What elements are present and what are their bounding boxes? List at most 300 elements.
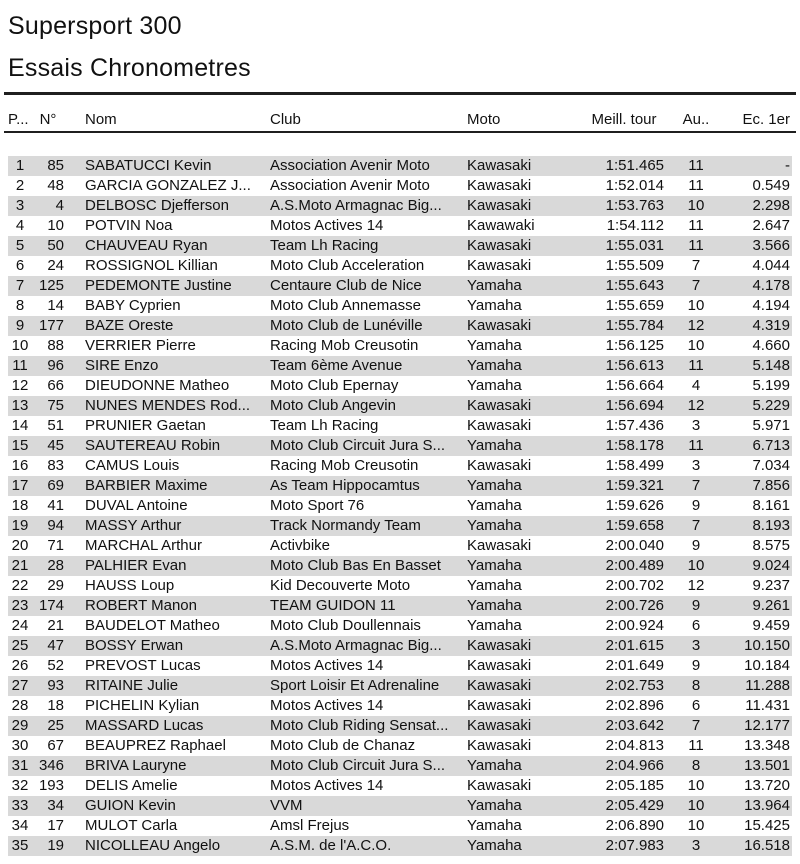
cell-moto: Kawasaki bbox=[467, 237, 532, 254]
cell-lap: 12 bbox=[687, 317, 705, 334]
cell-moto: Kawasaki bbox=[467, 157, 532, 174]
cell-lap: 8 bbox=[691, 677, 701, 694]
cell-gap: 8.193 bbox=[752, 517, 790, 534]
cell-number: 71 bbox=[47, 537, 64, 554]
cell-position: 8 bbox=[15, 297, 25, 314]
cell-club: Moto Club Bas En Basset bbox=[270, 557, 441, 574]
cell-best-lap: 1:59.321 bbox=[605, 477, 664, 494]
cell-position: 14 bbox=[11, 417, 29, 434]
cell-best-lap: 2:02.896 bbox=[605, 697, 664, 714]
cell-position: 6 bbox=[15, 257, 25, 274]
cell-moto: Yamaha bbox=[467, 617, 522, 634]
cell-number: 51 bbox=[47, 417, 64, 434]
cell-club: Team Lh Racing bbox=[270, 417, 379, 434]
cell-name: MARCHAL Arthur bbox=[85, 537, 202, 554]
cell-moto: Kawasaki bbox=[467, 537, 532, 554]
cell-position: 25 bbox=[11, 637, 29, 654]
cell-club: Motos Actives 14 bbox=[270, 657, 384, 674]
cell-name: PICHELIN Kylian bbox=[85, 697, 200, 714]
table-row bbox=[8, 516, 792, 536]
column-header-name: Nom bbox=[85, 111, 117, 128]
cell-name: NICOLLEAU Angelo bbox=[85, 837, 221, 854]
cell-best-lap: 1:53.763 bbox=[605, 197, 664, 214]
cell-name: CAMUS Louis bbox=[85, 457, 180, 474]
cell-moto: Kawasaki bbox=[467, 657, 532, 674]
cell-name: ROBERT Manon bbox=[85, 597, 197, 614]
cell-lap: 11 bbox=[688, 177, 704, 194]
cell-club: Moto Club Angevin bbox=[270, 397, 396, 414]
cell-best-lap: 2:04.813 bbox=[605, 737, 664, 754]
cell-club: Amsl Frejus bbox=[270, 817, 350, 834]
cell-best-lap: 2:05.429 bbox=[605, 797, 664, 814]
cell-gap: 3.566 bbox=[752, 237, 790, 254]
table-row bbox=[8, 816, 792, 836]
cell-best-lap: 1:55.784 bbox=[605, 317, 664, 334]
cell-moto: Yamaha bbox=[467, 757, 522, 774]
cell-name: HAUSS Loup bbox=[85, 577, 175, 594]
column-header-lap: Au.. bbox=[682, 111, 710, 128]
cell-moto: Kawasaki bbox=[467, 677, 532, 694]
table-header-row bbox=[8, 109, 792, 131]
cell-gap: 4.194 bbox=[752, 297, 790, 314]
cell-position: 7 bbox=[15, 277, 25, 294]
cell-name: BABY Cyprien bbox=[85, 297, 181, 314]
cell-name: PEDEMONTE Justine bbox=[85, 277, 232, 294]
cell-club: Track Normandy Team bbox=[270, 517, 421, 534]
cell-moto: Yamaha bbox=[467, 797, 522, 814]
cell-moto: Yamaha bbox=[467, 817, 522, 834]
cell-position: 3 bbox=[15, 197, 25, 214]
table-row bbox=[8, 636, 792, 656]
cell-club: Racing Mob Creusotin bbox=[270, 337, 419, 354]
column-header-club: Club bbox=[270, 111, 301, 128]
cell-gap: 11.288 bbox=[745, 677, 790, 694]
cell-position: 20 bbox=[11, 537, 29, 554]
cell-number: 69 bbox=[47, 477, 64, 494]
cell-number: 66 bbox=[47, 377, 64, 394]
cell-position: 19 bbox=[11, 517, 29, 534]
cell-lap: 12 bbox=[687, 397, 705, 414]
cell-number: 96 bbox=[47, 357, 64, 374]
cell-gap: 0.549 bbox=[752, 177, 790, 194]
cell-gap: 7.034 bbox=[752, 457, 790, 474]
column-header-gap: Ec. 1er bbox=[742, 111, 790, 128]
cell-best-lap: 2:02.753 bbox=[605, 677, 664, 694]
table-row bbox=[8, 616, 792, 636]
cell-best-lap: 1:56.694 bbox=[605, 397, 664, 414]
cell-name: GARCIA GONZALEZ J... bbox=[85, 177, 251, 194]
cell-name: PRUNIER Gaetan bbox=[85, 417, 206, 434]
cell-position: 17 bbox=[11, 477, 29, 494]
cell-position: 29 bbox=[11, 717, 29, 734]
page-subtitle: Essais Chronometres bbox=[8, 54, 251, 82]
cell-best-lap: 1:54.112 bbox=[606, 217, 664, 234]
cell-gap: 13.501 bbox=[744, 757, 790, 774]
table-row bbox=[8, 476, 792, 496]
cell-position: 27 bbox=[11, 677, 29, 694]
cell-moto: Yamaha bbox=[467, 277, 522, 294]
cell-club: Motos Actives 14 bbox=[270, 217, 384, 234]
table-row bbox=[8, 696, 792, 716]
cell-lap: 10 bbox=[687, 297, 705, 314]
cell-moto: Kawasaki bbox=[467, 697, 532, 714]
header-divider bbox=[4, 131, 796, 133]
cell-club: Sport Loisir Et Adrenaline bbox=[270, 677, 440, 694]
cell-lap: 3 bbox=[691, 837, 701, 854]
cell-position: 12 bbox=[11, 377, 29, 394]
cell-name: MASSY Arthur bbox=[85, 517, 182, 534]
cell-gap: 9.459 bbox=[752, 617, 790, 634]
cell-lap: 11 bbox=[688, 737, 704, 754]
table-row bbox=[8, 796, 792, 816]
cell-gap: 13.964 bbox=[744, 797, 790, 814]
cell-number: 83 bbox=[47, 457, 64, 474]
cell-club: Team Lh Racing bbox=[270, 237, 379, 254]
cell-name: PALHIER Evan bbox=[85, 557, 187, 574]
column-header-position: P... bbox=[8, 111, 29, 128]
cell-lap: 11 bbox=[688, 437, 704, 454]
cell-number: 93 bbox=[47, 677, 64, 694]
cell-lap: 10 bbox=[687, 557, 705, 574]
cell-moto: Yamaha bbox=[467, 437, 522, 454]
cell-lap: 6 bbox=[691, 617, 701, 634]
table-row bbox=[8, 456, 792, 476]
cell-number: 25 bbox=[47, 717, 64, 734]
cell-best-lap: 2:00.726 bbox=[605, 597, 664, 614]
cell-club: Association Avenir Moto bbox=[270, 177, 430, 194]
cell-number: 67 bbox=[47, 737, 64, 754]
table-row bbox=[8, 316, 792, 336]
cell-gap: 7.856 bbox=[752, 477, 790, 494]
cell-name: MULOT Carla bbox=[85, 817, 178, 834]
cell-club: Motos Actives 14 bbox=[270, 697, 384, 714]
cell-position: 5 bbox=[15, 237, 25, 254]
cell-moto: Kawasaki bbox=[467, 737, 532, 754]
cell-club: Kid Decouverte Moto bbox=[270, 577, 411, 594]
cell-gap: 9.237 bbox=[752, 577, 790, 594]
cell-number: 4 bbox=[55, 197, 64, 214]
cell-number: 17 bbox=[47, 817, 64, 834]
cell-lap: 11 bbox=[688, 217, 704, 234]
cell-gap: 6.713 bbox=[752, 437, 790, 454]
cell-lap: 6 bbox=[691, 697, 701, 714]
cell-position: 10 bbox=[11, 337, 29, 354]
cell-position: 9 bbox=[15, 317, 25, 334]
cell-club: Activbike bbox=[270, 537, 331, 554]
cell-lap: 10 bbox=[687, 777, 705, 794]
cell-club: A.S.M. de l'A.C.O. bbox=[270, 837, 392, 854]
cell-lap: 10 bbox=[687, 817, 705, 834]
cell-number: 174 bbox=[38, 597, 64, 614]
cell-name: DIEUDONNE Matheo bbox=[85, 377, 230, 394]
cell-club: Moto Club Riding Sensat... bbox=[270, 717, 449, 734]
cell-position: 21 bbox=[11, 557, 29, 574]
cell-position: 18 bbox=[11, 497, 29, 514]
cell-number: 41 bbox=[47, 497, 64, 514]
cell-number: 19 bbox=[47, 837, 64, 854]
cell-club: Moto Club Circuit Jura S... bbox=[270, 757, 446, 774]
cell-lap: 10 bbox=[687, 797, 705, 814]
cell-name: SIRE Enzo bbox=[85, 357, 159, 374]
cell-best-lap: 1:56.613 bbox=[605, 357, 664, 374]
cell-gap: - bbox=[785, 157, 790, 174]
cell-best-lap: 2:00.924 bbox=[605, 617, 664, 634]
cell-best-lap: 2:01.649 bbox=[605, 657, 664, 674]
cell-name: MASSARD Lucas bbox=[85, 717, 204, 734]
cell-name: GUION Kevin bbox=[85, 797, 176, 814]
cell-name: DELBOSC Djefferson bbox=[85, 197, 229, 214]
table-row bbox=[8, 676, 792, 696]
cell-name: RITAINE Julie bbox=[85, 677, 179, 694]
cell-gap: 4.178 bbox=[752, 277, 790, 294]
cell-gap: 2.298 bbox=[752, 197, 790, 214]
table-row bbox=[8, 576, 792, 596]
table-row bbox=[8, 296, 792, 316]
cell-best-lap: 1:57.436 bbox=[605, 417, 664, 434]
cell-number: 94 bbox=[47, 517, 64, 534]
table-row bbox=[8, 176, 792, 196]
cell-lap: 11 bbox=[688, 237, 704, 254]
cell-lap: 7 bbox=[691, 517, 701, 534]
cell-position: 32 bbox=[11, 777, 29, 794]
cell-number: 28 bbox=[47, 557, 64, 574]
cell-lap: 7 bbox=[691, 717, 701, 734]
cell-moto: Kawasaki bbox=[467, 177, 532, 194]
cell-gap: 5.199 bbox=[752, 377, 790, 394]
cell-moto: Kawasaki bbox=[467, 777, 532, 794]
cell-number: 85 bbox=[47, 157, 64, 174]
cell-club: Centaure Club de Nice bbox=[270, 277, 422, 294]
cell-moto: Kawasaki bbox=[467, 417, 532, 434]
cell-moto: Kawasaki bbox=[467, 637, 532, 654]
cell-gap: 5.148 bbox=[752, 357, 790, 374]
cell-lap: 7 bbox=[691, 277, 701, 294]
table-row bbox=[8, 596, 792, 616]
cell-best-lap: 1:56.125 bbox=[605, 337, 664, 354]
cell-position: 33 bbox=[11, 797, 29, 814]
cell-moto: Kawasaki bbox=[467, 197, 532, 214]
cell-position: 13 bbox=[11, 397, 29, 414]
cell-best-lap: 2:04.966 bbox=[605, 757, 664, 774]
cell-name: BARBIER Maxime bbox=[85, 477, 208, 494]
cell-moto: Yamaha bbox=[467, 577, 522, 594]
cell-gap: 4.660 bbox=[752, 337, 790, 354]
cell-club: A.S.Moto Armagnac Big... bbox=[270, 197, 442, 214]
table-row bbox=[8, 496, 792, 516]
cell-lap: 3 bbox=[691, 417, 701, 434]
cell-number: 48 bbox=[47, 177, 64, 194]
cell-club: TEAM GUIDON 11 bbox=[270, 597, 396, 614]
cell-position: 16 bbox=[11, 457, 29, 474]
cell-number: 125 bbox=[38, 277, 64, 294]
cell-position: 1 bbox=[15, 157, 25, 174]
cell-lap: 9 bbox=[691, 497, 701, 514]
cell-moto: Kawawaki bbox=[467, 217, 535, 234]
cell-lap: 11 bbox=[688, 157, 704, 174]
cell-club: Moto Club Circuit Jura S... bbox=[270, 437, 446, 454]
cell-club: Moto Club Doullennais bbox=[270, 617, 421, 634]
cell-name: DELIS Amelie bbox=[85, 777, 178, 794]
cell-gap: 2.647 bbox=[752, 217, 790, 234]
cell-best-lap: 2:00.040 bbox=[605, 537, 664, 554]
cell-best-lap: 1:59.626 bbox=[605, 497, 664, 514]
cell-lap: 9 bbox=[691, 657, 701, 674]
cell-best-lap: 2:00.702 bbox=[605, 577, 664, 594]
cell-gap: 15.425 bbox=[744, 817, 790, 834]
cell-club: Racing Mob Creusotin bbox=[270, 457, 419, 474]
cell-moto: Yamaha bbox=[467, 597, 522, 614]
title-divider bbox=[4, 92, 796, 95]
cell-gap: 4.319 bbox=[752, 317, 790, 334]
cell-best-lap: 2:05.185 bbox=[605, 777, 664, 794]
cell-moto: Kawasaki bbox=[467, 257, 532, 274]
cell-gap: 8.575 bbox=[752, 537, 790, 554]
cell-gap: 10.184 bbox=[744, 657, 790, 674]
cell-name: POTVIN Noa bbox=[85, 217, 173, 234]
cell-best-lap: 2:06.890 bbox=[605, 817, 664, 834]
cell-moto: Kawasaki bbox=[467, 457, 532, 474]
cell-moto: Yamaha bbox=[467, 497, 522, 514]
table-row bbox=[8, 376, 792, 396]
cell-number: 346 bbox=[38, 757, 64, 774]
cell-gap: 11.431 bbox=[745, 697, 790, 714]
cell-moto: Yamaha bbox=[467, 837, 522, 854]
cell-best-lap: 1:59.658 bbox=[605, 517, 664, 534]
cell-number: 24 bbox=[47, 257, 64, 274]
cell-number: 10 bbox=[47, 217, 64, 234]
table-row bbox=[8, 656, 792, 676]
cell-name: DUVAL Antoine bbox=[85, 497, 188, 514]
cell-moto: Yamaha bbox=[467, 297, 522, 314]
cell-position: 30 bbox=[11, 737, 29, 754]
cell-position: 35 bbox=[11, 837, 29, 854]
cell-position: 26 bbox=[11, 657, 29, 674]
cell-best-lap: 1:58.499 bbox=[605, 457, 664, 474]
cell-gap: 5.971 bbox=[752, 417, 790, 434]
cell-club: Team 6ème Avenue bbox=[270, 357, 403, 374]
cell-club: Moto Club Acceleration bbox=[270, 257, 425, 274]
cell-gap: 9.261 bbox=[752, 597, 790, 614]
cell-position: 22 bbox=[11, 577, 29, 594]
cell-name: BAUDELOT Matheo bbox=[85, 617, 220, 634]
cell-club: Motos Actives 14 bbox=[270, 777, 384, 794]
cell-lap: 12 bbox=[687, 577, 705, 594]
cell-lap: 9 bbox=[691, 537, 701, 554]
cell-moto: Yamaha bbox=[467, 477, 522, 494]
cell-number: 47 bbox=[47, 637, 64, 654]
cell-club: VVM bbox=[270, 797, 303, 814]
cell-moto: Yamaha bbox=[467, 557, 522, 574]
cell-moto: Kawasaki bbox=[467, 717, 532, 734]
table-row bbox=[8, 536, 792, 556]
cell-best-lap: 2:07.983 bbox=[605, 837, 664, 854]
cell-position: 34 bbox=[11, 817, 29, 834]
cell-best-lap: 1:51.465 bbox=[605, 157, 664, 174]
cell-number: 50 bbox=[47, 237, 64, 254]
cell-lap: 4 bbox=[691, 377, 701, 394]
cell-best-lap: 1:56.664 bbox=[605, 377, 664, 394]
cell-best-lap: 1:55.031 bbox=[605, 237, 664, 254]
column-header-moto: Moto bbox=[467, 111, 501, 128]
cell-best-lap: 1:55.643 bbox=[605, 277, 664, 294]
column-header-best-lap: Meill. tour bbox=[591, 111, 657, 128]
cell-name: SABATUCCI Kevin bbox=[85, 157, 212, 174]
cell-position: 15 bbox=[11, 437, 29, 454]
cell-number: 88 bbox=[47, 337, 64, 354]
cell-number: 18 bbox=[47, 697, 64, 714]
cell-number: 14 bbox=[47, 297, 64, 314]
cell-number: 177 bbox=[38, 317, 64, 334]
cell-number: 21 bbox=[47, 617, 64, 634]
cell-number: 29 bbox=[47, 577, 64, 594]
cell-best-lap: 1:55.659 bbox=[605, 297, 664, 314]
cell-name: CHAUVEAU Ryan bbox=[85, 237, 208, 254]
cell-club: Moto Club Epernay bbox=[270, 377, 399, 394]
cell-club: Moto Club de Lunéville bbox=[270, 317, 423, 334]
table-row bbox=[8, 156, 792, 176]
cell-club: Association Avenir Moto bbox=[270, 157, 430, 174]
cell-gap: 16.518 bbox=[744, 837, 790, 854]
table-row bbox=[8, 276, 792, 296]
table-row bbox=[8, 556, 792, 576]
cell-gap: 10.150 bbox=[744, 637, 790, 654]
cell-lap: 7 bbox=[691, 257, 701, 274]
cell-gap: 9.024 bbox=[752, 557, 790, 574]
cell-best-lap: 2:00.489 bbox=[605, 557, 664, 574]
cell-gap: 12.177 bbox=[744, 717, 790, 734]
cell-moto: Yamaha bbox=[467, 377, 522, 394]
cell-name: BEAUPREZ Raphael bbox=[85, 737, 226, 754]
page-title: Supersport 300 bbox=[8, 12, 182, 40]
cell-best-lap: 2:03.642 bbox=[605, 717, 664, 734]
cell-best-lap: 1:52.014 bbox=[605, 177, 664, 194]
cell-number: 52 bbox=[47, 657, 64, 674]
table-row bbox=[8, 756, 792, 776]
cell-name: BOSSY Erwan bbox=[85, 637, 184, 654]
cell-name: BRIVA Lauryne bbox=[85, 757, 187, 774]
cell-lap: 10 bbox=[687, 197, 705, 214]
column-header-number: N° bbox=[39, 111, 57, 128]
cell-lap: 10 bbox=[687, 337, 705, 354]
cell-club: As Team Hippocamtus bbox=[270, 477, 420, 494]
cell-lap: 7 bbox=[691, 477, 701, 494]
table-row bbox=[8, 396, 792, 416]
cell-name: VERRIER Pierre bbox=[85, 337, 196, 354]
cell-best-lap: 2:01.615 bbox=[605, 637, 664, 654]
cell-club: Moto Club de Chanaz bbox=[270, 737, 416, 754]
timing-sheet-page bbox=[0, 12, 800, 856]
cell-number: 193 bbox=[38, 777, 64, 794]
cell-number: 34 bbox=[47, 797, 64, 814]
cell-gap: 8.161 bbox=[752, 497, 790, 514]
cell-position: 28 bbox=[11, 697, 29, 714]
cell-best-lap: 1:55.509 bbox=[605, 257, 664, 274]
cell-lap: 11 bbox=[688, 357, 704, 374]
cell-position: 24 bbox=[11, 617, 29, 634]
cell-lap: 3 bbox=[691, 637, 701, 654]
cell-name: BAZE Oreste bbox=[85, 317, 174, 334]
cell-moto: Yamaha bbox=[467, 337, 522, 354]
cell-name: NUNES MENDES Rod... bbox=[85, 397, 251, 414]
cell-moto: Kawasaki bbox=[467, 317, 532, 334]
cell-club: A.S.Moto Armagnac Big... bbox=[270, 637, 442, 654]
table-row bbox=[8, 776, 792, 796]
results-rows bbox=[0, 156, 800, 856]
cell-name: PREVOST Lucas bbox=[85, 657, 201, 674]
cell-gap: 4.044 bbox=[752, 257, 790, 274]
cell-club: Moto Club Annemasse bbox=[270, 297, 421, 314]
table-row bbox=[8, 736, 792, 756]
